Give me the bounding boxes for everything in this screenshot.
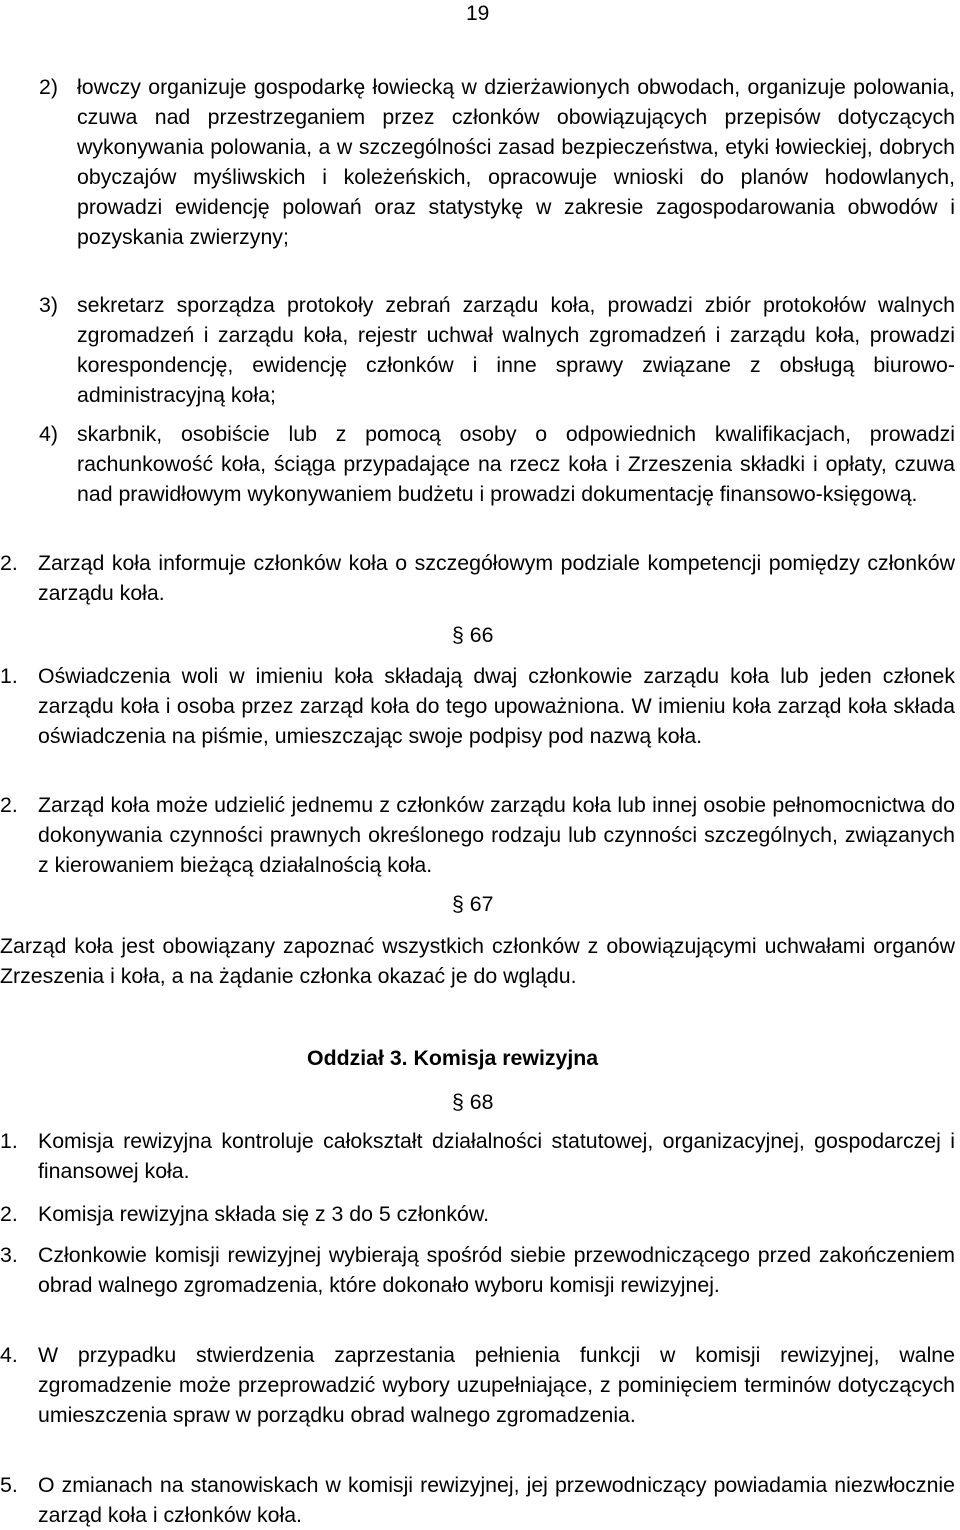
item-number: 2. (0, 793, 18, 817)
item-text: Oświadczenia woli w imieniu koła składają dwaj członkowie zarządu koła lub jeden członek zarządu koła i osoba przez zarząd koła do tego upoważniona. W imieniu koła zarząd koła składa oświadczenia na piśmie, umieszczając swoje podpisy pod nazwą koła. (38, 664, 955, 748)
item-text: O zmianach na stanowiskach w komisji rewizyjnej, jej przewodniczący powiadamia niezwłocznie zarząd koła i członków koła. (38, 1473, 955, 1527)
item-number: 1. (0, 664, 18, 688)
item-number: 1. (0, 1129, 18, 1153)
section-68: § 68 (452, 1090, 494, 1114)
item-text: Zarząd koła może udzielić jednemu z członków zarządu koła lub innej osobie pełnomocnictwa do dokonywania czynności prawnych określonego rodzaju lub czynności szczególnych, związanych z kierowaniem bieżącą działalnością koła. (38, 793, 955, 877)
list-item (0, 1199, 955, 1229)
item-text: Komisja rewizyjna składa się z 3 do 5 członków. (38, 1202, 489, 1226)
item-text: Komisja rewizyjna kontroluje całokształt działalności statutowej, organizacyjnej, gospodarczej i finansowej koła. (38, 1129, 955, 1183)
item-text: łowczy organizuje gospodarkę łowiecką w dzierżawionych obwodach, organizuje polowania, czuwa nad przestrzeganiem przez członków obowiązujących przepisów dotyczących wykonywania polowania, a w szczególności zasad bezpieczeństwa, etyki łowieckiej, dobrych obyczajów myśliwskich i koleżeńskich, opracowuje wnioski do planów hodowlanych, prowadzi ewidencję polowań oraz statystykę w zakresie zagospodarowania obwodów i pozyskania zwierzyny; (77, 75, 955, 249)
item-number: 4) (39, 422, 58, 446)
item-text: Członkowie komisji rewizyjnej wybierają spośród siebie przewodniczącego przed zakończeniem obrad walnego zgromadzenia, które dokonało wyboru komisji rewizyjnej. (38, 1243, 955, 1297)
list-item (0, 1340, 955, 1430)
section-heading: Oddział 3. Komisja rewizyjna (307, 1046, 599, 1070)
paragraph-67: Zarząd koła jest obowiązany zapoznać wszystkich członków z obowiązującymi uchwałami organów Zrzeszenia i koła, a na żądanie członka okazać je do wglądu. (0, 934, 955, 988)
list-item (0, 790, 955, 880)
list-item (39, 419, 955, 509)
list-item (39, 290, 955, 410)
item-number: 2. (0, 1202, 18, 1226)
list-item (39, 72, 955, 252)
item-number: 3. (0, 1243, 18, 1267)
item-text: sekretarz sporządza protokoły zebrań zarządu koła, prowadzi zbiór protokołów walnych zgromadzeń i zarządu koła, rejestr uchwał walnych zgromadzeń i zarządu koła, prowadzi korespondencję, ewidencję członków i inne sprawy związane z obsługą biurowo-administracyjną koła; (77, 293, 955, 407)
item-number: 5. (0, 1473, 18, 1497)
item-number: 2. (0, 551, 18, 575)
list-item (0, 1240, 955, 1300)
page-number: 19 (466, 2, 490, 25)
item-number: 3) (39, 293, 58, 317)
section-66: § 66 (452, 623, 494, 647)
item-text: W przypadku stwierdzenia zaprzestania pełnienia funkcji w komisji rewizyjnej, walne zgromadzenie może przeprowadzić wybory uzupełniające, z pominięciem terminów dotyczących umieszczenia spraw w porządku obrad walnego zgromadzenia. (38, 1343, 955, 1427)
list-item (0, 661, 955, 751)
item-text: Zarząd koła informuje członków koła o szczegółowym podziale kompetencji pomiędzy członków zarządu koła. (38, 551, 955, 605)
item-number: 4. (0, 1343, 18, 1367)
list-item (0, 1470, 955, 1530)
section-67: § 67 (452, 892, 494, 916)
item-number: 2) (39, 75, 58, 99)
list-item (0, 548, 955, 608)
item-text: skarbnik, osobiście lub z pomocą osoby o odpowiednich kwalifikacjach, prowadzi rachunkowość koła, ściąga przypadające na rzecz koła i Zrzeszenia składki i opłaty, czuwa nad prawidłowym wykonywaniem budżetu i prowadzi dokumentację finansowo-księgową. (77, 422, 955, 506)
list-item (0, 1126, 955, 1186)
